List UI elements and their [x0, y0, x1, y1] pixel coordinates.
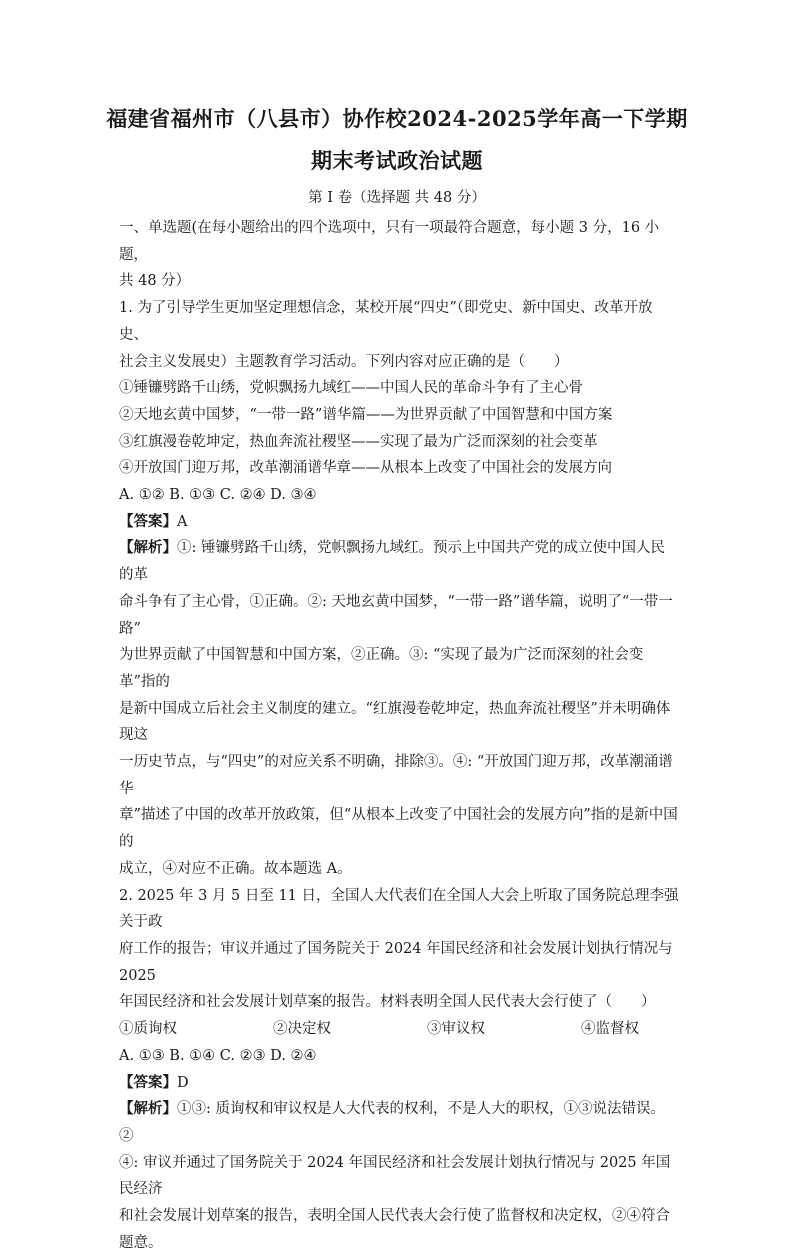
q2-choices: A. ①③ B. ①④ C. ②③ D. ②④	[119, 1047, 317, 1064]
q2-options	[119, 1016, 639, 1043]
q2-stem-line-1: 2. 2025 年 3 月 5 日至 11 日，全国人大代表们在全国人大会上听取了国务院总理李强关于政	[119, 887, 679, 931]
q1-analysis-line-5: 一历史节点，与“四史”的对应关系不明确，排除③。④: “开放国门迎万邦，改革潮涌谱华	[119, 754, 673, 797]
q2-answer-label: 【答案】	[119, 1073, 177, 1091]
q1-item-4: ④开放国门迎万邦，改革潮涌谱华章——从根本上改变了中国社会的发展方向	[119, 460, 612, 477]
q2-stem-line-2: 府工作的报告；审议并通过了国务院关于 2024 年国民经济和社会发展计划执行情况与 2025	[119, 940, 673, 984]
q1-analysis-text-1: ①: 锤镰劈路千山绣，党帜飘扬九域红。预示上中国共产党的成立使中国人民的革	[119, 540, 665, 584]
q1-stem-line-1: 1. 为了引导学生更加坚定理想信念，某校开展“四史”（即党史、新中国史、改革开放史、	[119, 300, 653, 343]
q2-answer-value: D	[177, 1074, 189, 1091]
q2-option-1: ①质询权	[119, 1021, 177, 1038]
q2-option-3: ③审议权	[427, 1021, 485, 1038]
page-title-line-2: 期末考试政治试题	[311, 148, 483, 173]
q1-analysis-line-6: 章”描述了中国的改革开放政策，但“从根本上改变了中国社会的发展方向”指的是新中国的	[119, 807, 678, 851]
q1-answer	[119, 509, 679, 536]
q2-analysis-line-3: 和社会发展计划草案的报告，表明全国人民代表大会行使了监督权和决定权，②④符合题意。	[119, 1208, 670, 1251]
q1-analysis-line-7: 成立，④对应不正确。故本题选 A。	[119, 860, 352, 877]
q1-analysis-line-3: 为世界贡献了中国智慧和中国方案，②正确。③: “实现了最为广泛而深刻的社会变革”指的	[119, 647, 644, 690]
q1-item-2: ②天地玄黄中国梦，“一带一路”谱华篇——为世界贡献了中国智慧和中国方案	[119, 406, 613, 423]
q2-analysis-label: 【解析】	[119, 1100, 177, 1118]
q1-answer-value: A	[177, 513, 188, 530]
section-instruction-line-2: 共 48 分）	[119, 273, 191, 290]
q1-analysis-line-4: 是新中国成立后社会主义制度的建立。“红旗漫卷乾坤定，热血奔流社稷坚”并未明确体现这	[119, 700, 671, 744]
q1-answer-label: 【答案】	[119, 512, 177, 530]
page-title-line-1: 福建省福州市（八县市）协作校2024-2025学年高一下学期	[106, 106, 688, 131]
q1-item-1: ①锤镰劈路千山绣，党帜飘扬九域红——中国人民的革命斗争有了主心骨	[119, 380, 583, 397]
q1-analysis-label: 【解析】	[119, 539, 177, 557]
q1-analysis-line-1	[119, 535, 679, 588]
q2-stem-line-3: 年国民经济和社会发展计划草案的报告。材料表明全国人民代表大会行使了（ ）	[119, 994, 656, 1011]
q1-choices: A. ①② B. ①③ C. ②④ D. ③④	[119, 487, 317, 504]
volume-label: 第 I 卷（选择题 共 48 分）	[308, 190, 486, 206]
q1-item-3: ③红旗漫卷乾坤定，热血奔流社稷坚——实现了最为广泛而深刻的社会变革	[119, 433, 598, 450]
q2-analysis-text-1: ①③: 质询权和审议权是人大代表的权利，不是人大的职权，①③说法错误。②	[119, 1101, 665, 1144]
q2-answer	[119, 1070, 679, 1097]
section-instruction-line-1: 一、单选题(在每小题给出的四个选项中，只有一项最符合题意，每小题 3 分，16 小题，	[119, 220, 660, 263]
q2-option-2: ②决定权	[273, 1021, 331, 1038]
q2-analysis-line-2: ④: 审议并通过了国务院关于 2024 年国民经济和社会发展计划执行情况与 2025 年国民经济	[119, 1154, 671, 1198]
exam-body	[119, 215, 679, 1256]
q1-analysis-line-2: 命斗争有了主心骨，①正确。②: 天地玄黄中国梦，“一带一路”谱华篇，说明了“一带一路”	[119, 593, 673, 637]
q1-stem-line-2: 社会主义发展史）主题教育学习活动。下列内容对应正确的是（ ）	[119, 353, 569, 370]
q2-option-4: ④监督权	[581, 1021, 639, 1038]
